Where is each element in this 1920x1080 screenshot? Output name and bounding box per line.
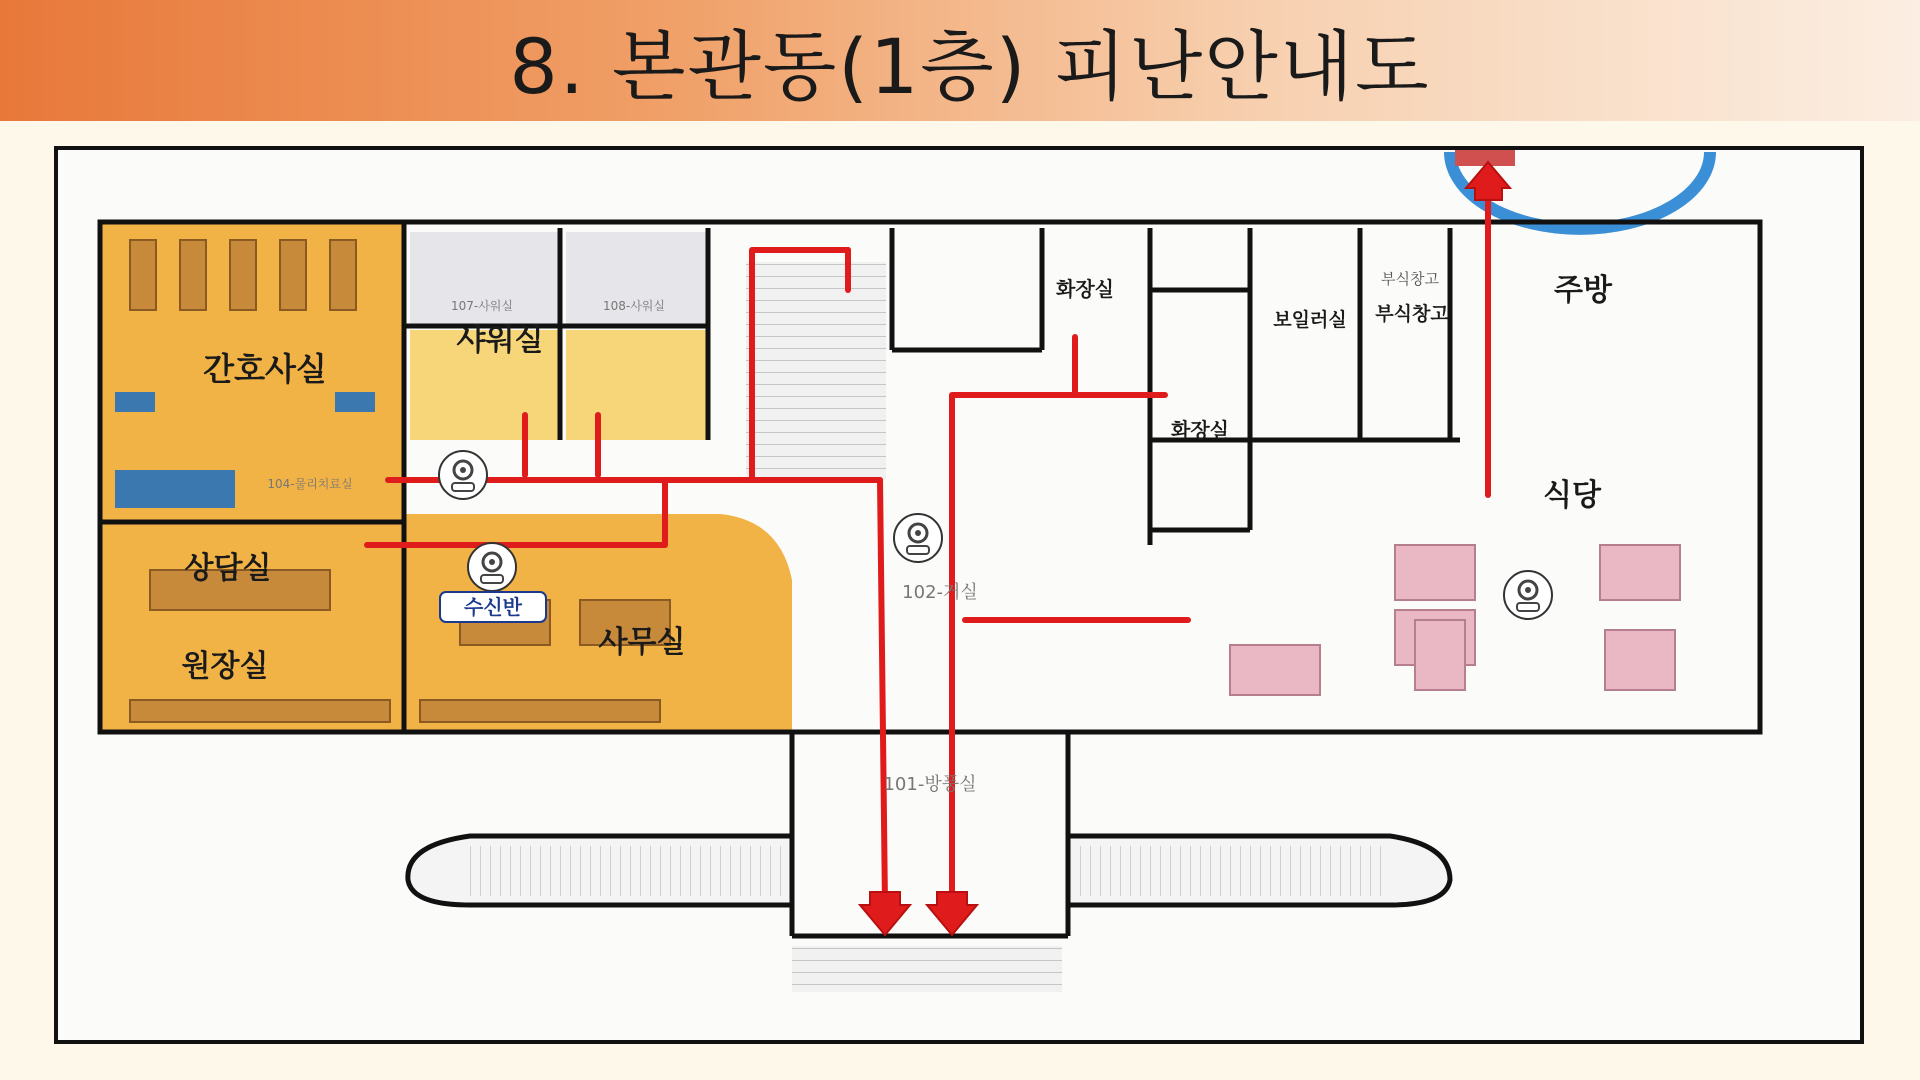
- fire-panel-badge: 수신반: [464, 595, 522, 619]
- route-main-right: [952, 395, 1165, 905]
- room-label-restroom-upper: 화장실: [1056, 277, 1114, 301]
- page-title: 8. 본관동(1층) 피난안내도: [509, 22, 1431, 111]
- central-stairs: [746, 262, 886, 480]
- ramp-hatch-right: [1068, 846, 1388, 896]
- room-label-kitchen: 주방: [1554, 273, 1612, 308]
- exit-arrow-right: [927, 892, 977, 935]
- room-label-108: 108-사워실: [602, 299, 666, 313]
- camera-icon: [468, 543, 516, 591]
- room-label-office: 사무실: [598, 625, 686, 660]
- dining-tables: [1230, 545, 1680, 695]
- room-label-101: 101-방풍실: [883, 774, 977, 795]
- route-main-left: [880, 480, 885, 905]
- camera-icon: [439, 451, 487, 499]
- room-label-dining: 식당: [1543, 478, 1601, 513]
- room-label-food-storage: 부식창고: [1375, 303, 1449, 325]
- room-label-107: 107-사워실: [450, 299, 514, 313]
- shower-floor-b: [566, 330, 706, 440]
- room-label-boiler: 보일러실: [1273, 309, 1347, 331]
- camera-icon: [894, 514, 942, 562]
- front-steps: [792, 946, 1062, 992]
- ramp-hatch-left: [470, 846, 790, 896]
- room-label-restroom-lower: 화장실: [1171, 418, 1229, 442]
- camera-icon: [1504, 571, 1552, 619]
- room-label-shower: 샤워실: [456, 323, 544, 358]
- room-label-counsel: 상담실: [184, 551, 272, 586]
- exit-arrow-left: [860, 892, 910, 935]
- room-label-102: 102-거실: [902, 582, 978, 603]
- room-label-nurse-station: 간호사실: [203, 350, 327, 388]
- room-label-104: 104-물리치료실: [267, 477, 353, 491]
- room-label-food-storage-small: 부식창고: [1381, 270, 1439, 288]
- room-label-director: 원장실: [181, 649, 269, 684]
